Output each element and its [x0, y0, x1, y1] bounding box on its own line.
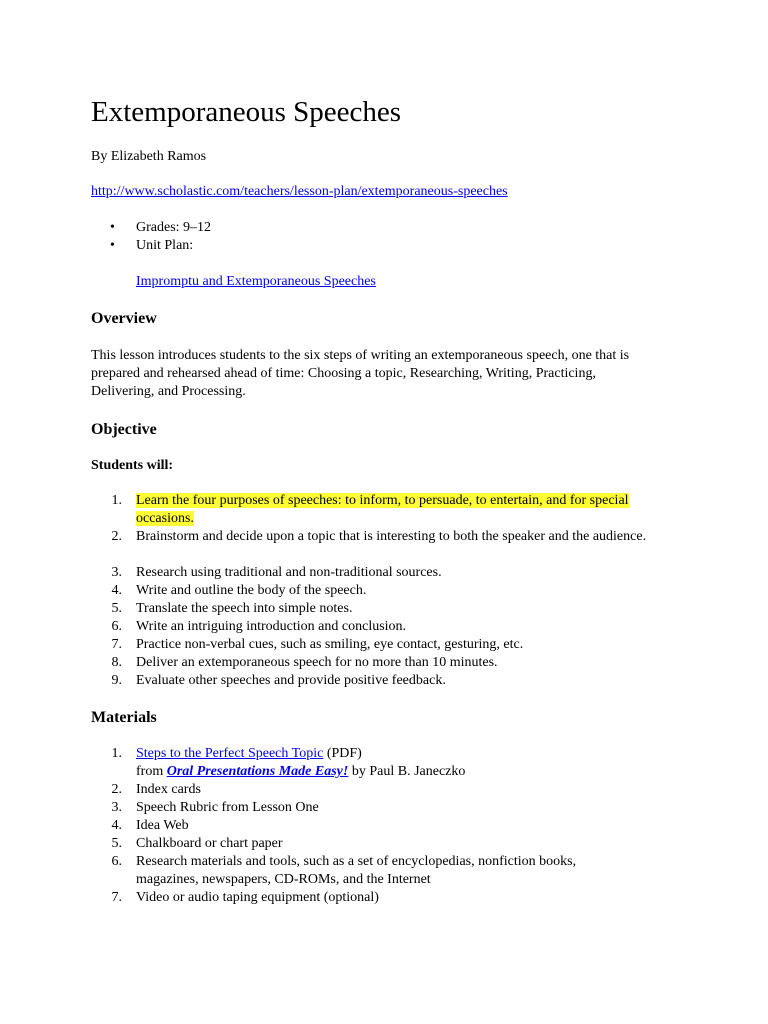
list-item-number: 3.: [111, 800, 122, 815]
list-item-number: 5.: [111, 836, 122, 851]
unit-plan-bullet: Unit Plan:: [136, 238, 194, 253]
list-item-number: 2.: [111, 529, 122, 544]
list-item: Translate the speech into simple notes.: [136, 601, 353, 616]
from-label: from: [136, 764, 167, 779]
list-item: Idea Web: [136, 818, 189, 833]
list-item: Research materials and tools, such as a set of encyclopedias, nonfiction books, magazines, newspapers, CD-ROMs, and the Internet: [136, 854, 577, 887]
list-item-number: 7.: [111, 890, 122, 905]
unit-plan-link[interactable]: Impromptu and Extemporaneous Speeches: [136, 274, 376, 289]
byline: By Elizabeth Ramos: [91, 149, 207, 164]
list-item: Index cards: [136, 782, 201, 797]
list-item-number: 2.: [111, 782, 122, 797]
overview-paragraph: This lesson introduces students to the six steps of writing an extemporaneous speech, one that is prepared and rehearsed ahead of time: Choosing a topic, Researching, Writing, Practicing, Delivering, and Processing.: [91, 348, 630, 399]
list-item-number: 4.: [111, 818, 122, 833]
bullet-icon: •: [110, 238, 115, 253]
list-item-number: 9.: [111, 673, 122, 688]
list-item-number: 8.: [111, 655, 122, 670]
students-will-label: Students will:: [91, 458, 174, 473]
list-item-number: 7.: [111, 637, 122, 652]
list-item: Deliver an extemporaneous speech for no more than 10 minutes.: [136, 655, 498, 670]
list-item: Evaluate other speeches and provide positive feedback.: [136, 673, 446, 688]
list-item-number: 6.: [111, 619, 122, 634]
list-item: Chalkboard or chart paper: [136, 836, 283, 851]
list-item: Research using traditional and non-traditional sources.: [136, 565, 442, 580]
list-item: Speech Rubric from Lesson One: [136, 800, 319, 815]
list-item-number: 1.: [111, 493, 122, 508]
list-item: Video or audio taping equipment (optional): [136, 890, 379, 905]
list-item: [136, 745, 676, 781]
pdf-label: (PDF): [323, 746, 362, 761]
source-url-link[interactable]: http://www.scholastic.com/teachers/lesson-plan/extemporaneous-speeches: [91, 184, 508, 199]
materials-heading: Materials: [91, 709, 157, 726]
bullet-icon: •: [110, 220, 115, 235]
objective-heading: Objective: [91, 421, 157, 438]
book-link[interactable]: Oral Presentations Made Easy!: [166, 764, 349, 779]
list-item: Write and outline the body of the speech.: [136, 583, 367, 598]
grades-bullet: Grades: 9–12: [136, 220, 212, 235]
speech-topic-link[interactable]: Steps to the Perfect Speech Topic: [136, 746, 324, 761]
author-label: by Paul B. Janeczko: [348, 764, 466, 779]
list-item-number: 1.: [111, 746, 122, 761]
list-item-number: 5.: [111, 601, 122, 616]
list-item-number: 4.: [111, 583, 122, 598]
page-title: Extemporaneous Speeches: [91, 96, 402, 128]
list-item: Brainstorm and decide upon a topic that is interesting to both the speaker and the audience.: [136, 529, 647, 544]
list-item-number: 3.: [111, 565, 122, 580]
list-item: [136, 492, 676, 528]
highlighted-text: Learn the four purposes of speeches: to inform, to persuade, to entertain, and for special occasions.: [136, 493, 629, 526]
list-item-number: 6.: [111, 854, 122, 869]
list-item: Write an intriguing introduction and conclusion.: [136, 619, 407, 634]
list-item: Practice non-verbal cues, such as smiling, eye contact, gesturing, etc.: [136, 637, 524, 652]
overview-heading: Overview: [91, 310, 157, 327]
